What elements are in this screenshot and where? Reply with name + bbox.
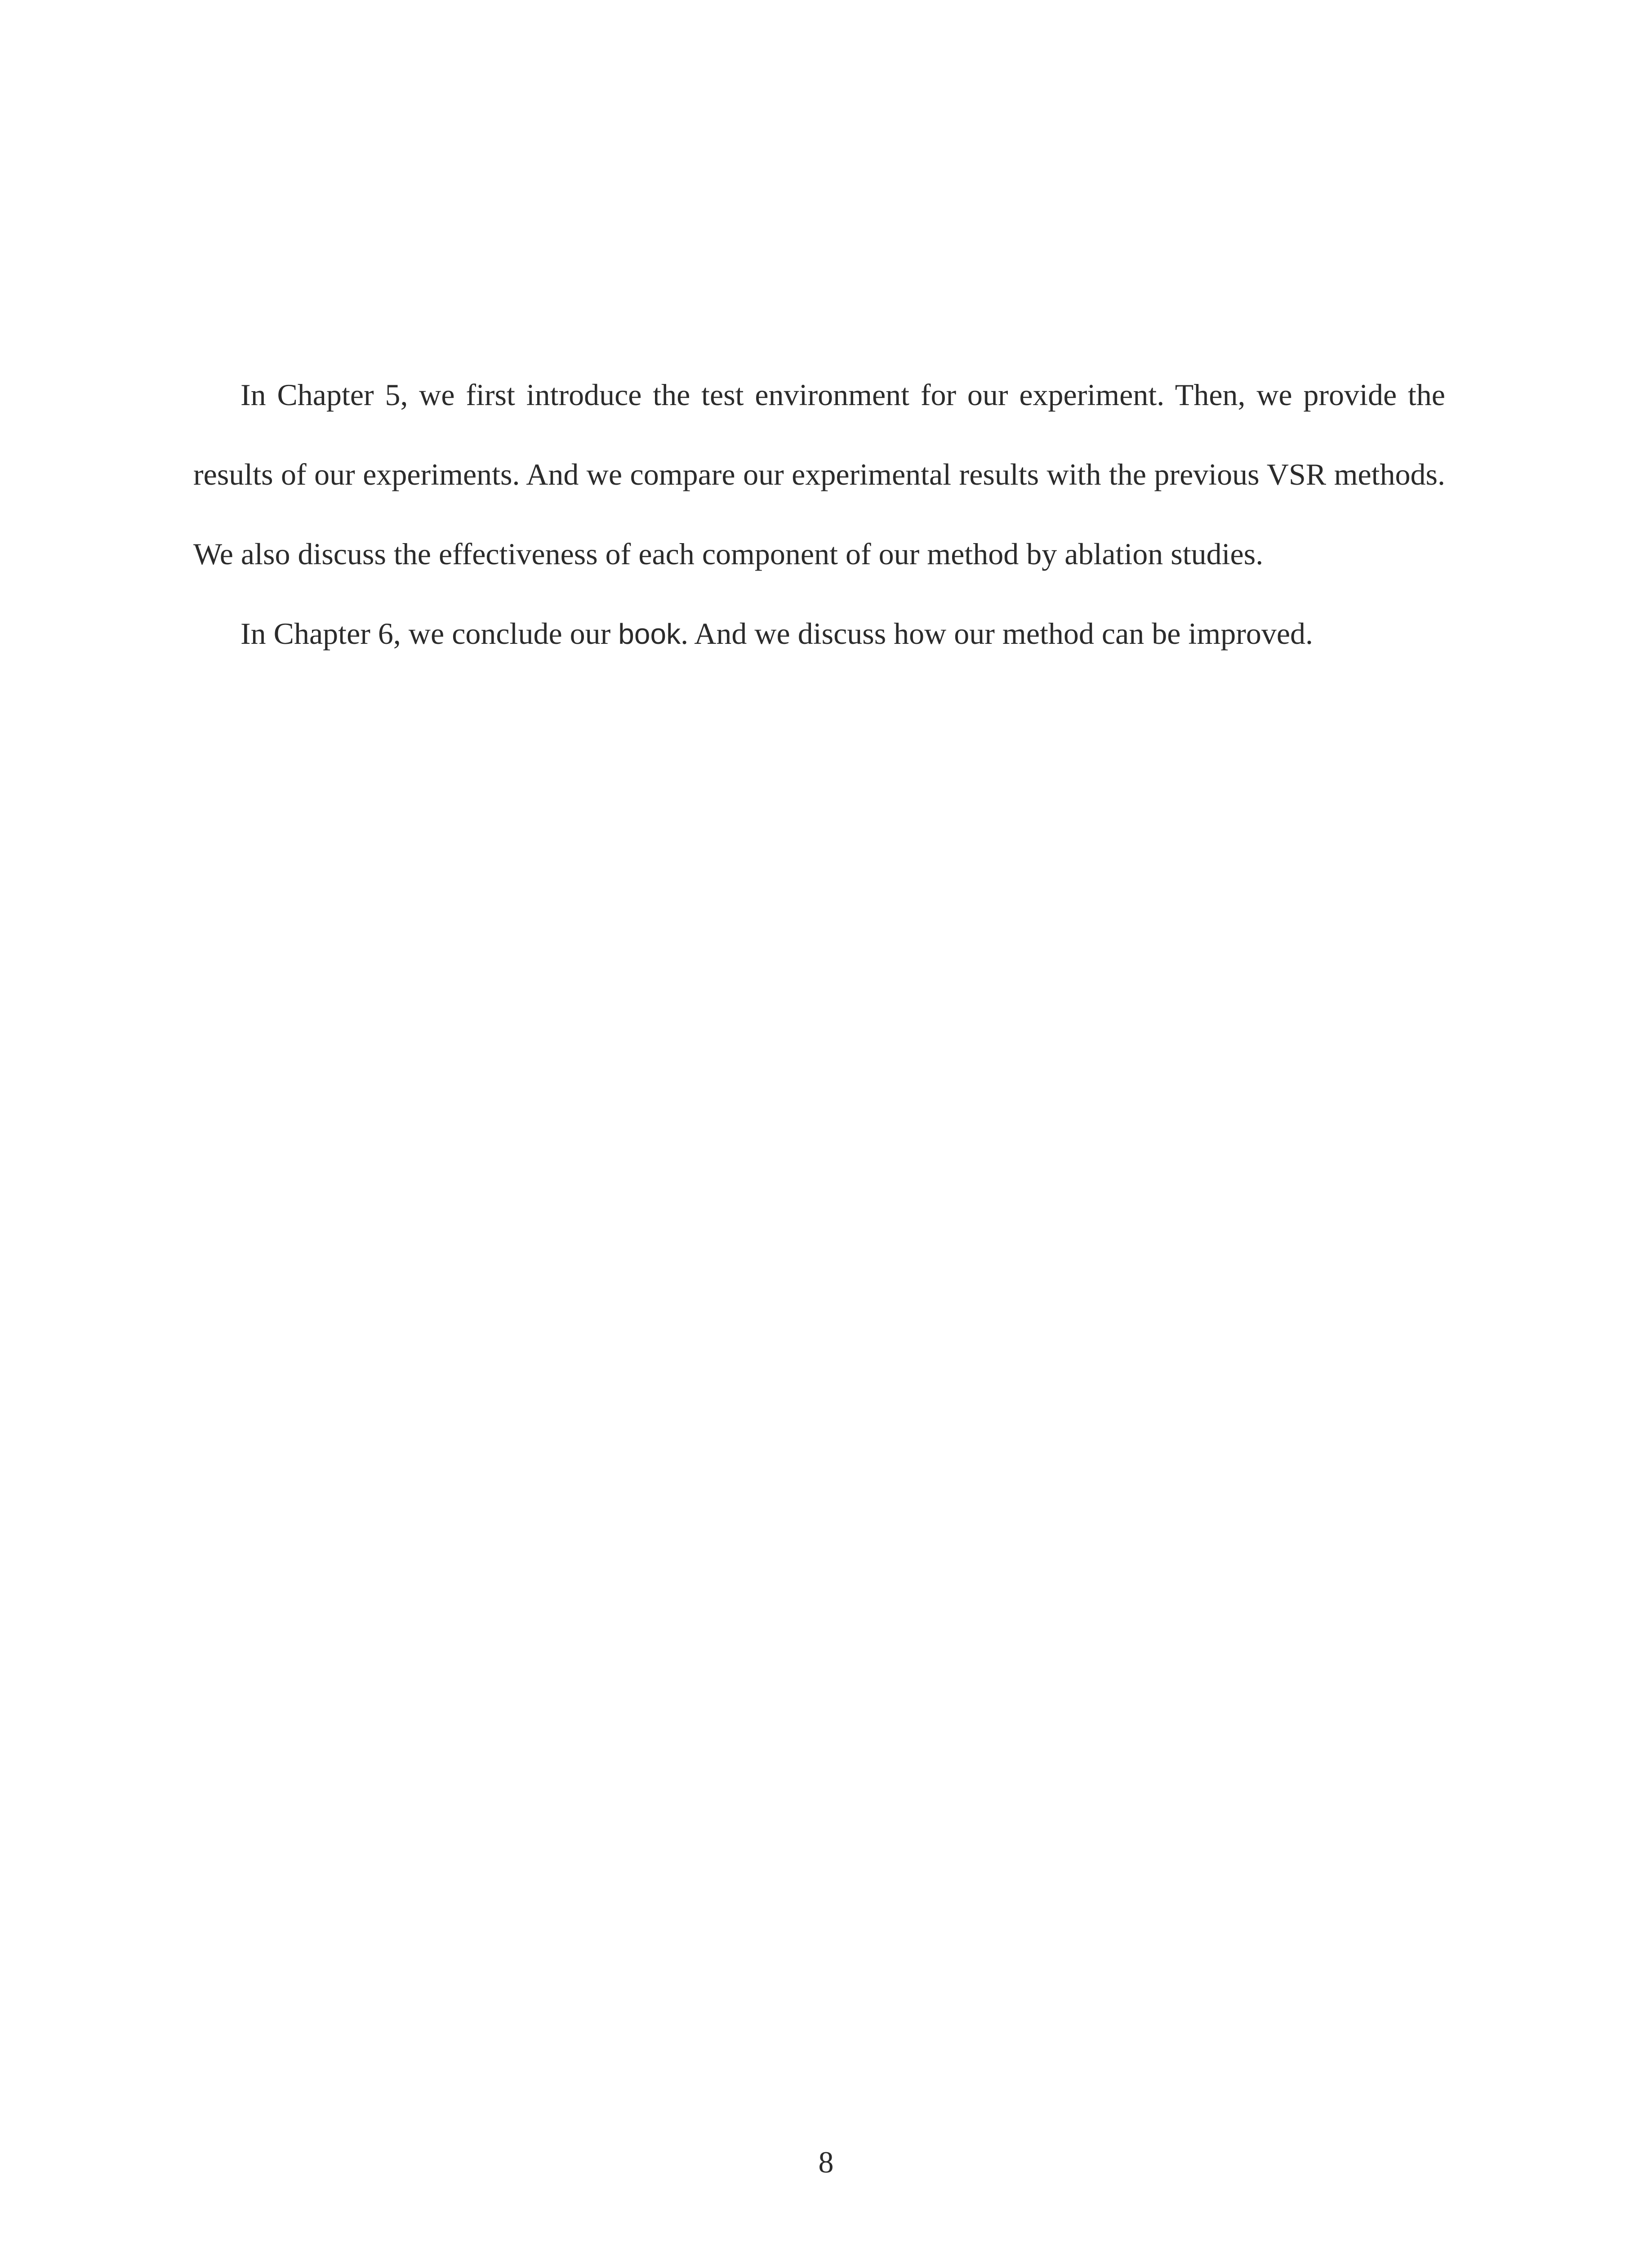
paragraph-chapter-6-end: . And we discuss how our method can be improved. <box>681 616 1314 651</box>
paragraph-chapter-5: In Chapter 5, we first introduce the test environment for our experiment. Then, we provide the results of our experiments. And we compare our experimental results with the previous VSR methods. We also discuss the effectiveness of each component of our method by ablation studies. <box>193 378 1445 571</box>
highlighted-word: book <box>618 618 681 650</box>
body-text <box>193 355 1445 674</box>
page-number: 8 <box>818 2145 834 2179</box>
paragraph-chapter-6 <box>193 594 1445 674</box>
paragraph-chapter-6-start: In Chapter 6, we conclude our <box>240 616 619 651</box>
